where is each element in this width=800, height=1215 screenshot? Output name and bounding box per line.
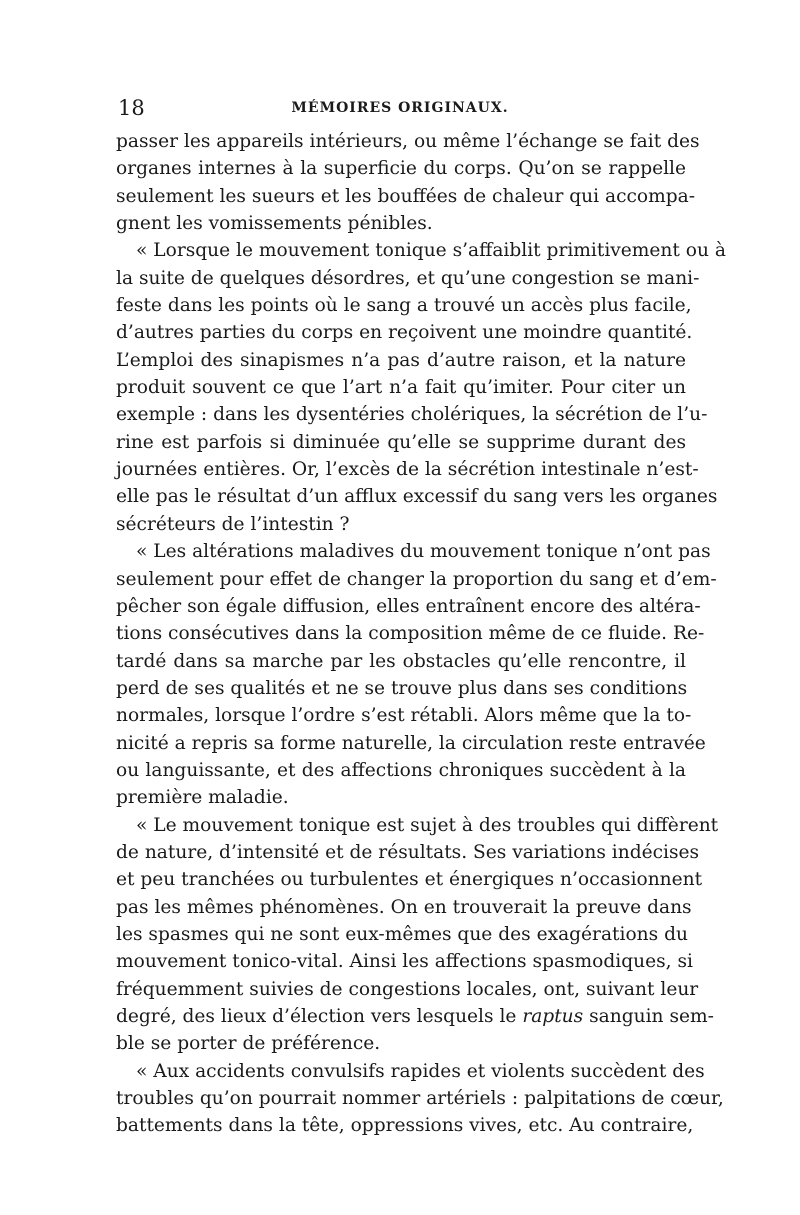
text-segment: sanguin sem- <box>589 1006 714 1027</box>
text-line: ou languissante, et des affections chroniques succèdent à la <box>116 759 686 781</box>
text-line-with-italic <box>116 1003 714 1030</box>
text-segment: degré, des lieux d’élection vers lesquels le <box>116 1006 517 1027</box>
text-line: pas les mêmes phénomènes. On en trouverait la preuve dans <box>116 896 692 918</box>
text-line: de nature, d’intensité et de résultats. Ses variations indécises <box>116 841 700 863</box>
text-line: exemple : dans les dysentéries cholériques, la sécrétion de l’u- <box>116 404 708 426</box>
text-line: seulement pour effet de changer la proportion du sang et d’em- <box>116 568 717 590</box>
text-line: produit souvent ce que l’art n’a fait qu’imiter. Pour citer un <box>116 377 686 399</box>
text-line: journées entières. Or, l’excès de la sécrétion intestinale n’est- <box>116 459 699 481</box>
text-line: d’autres parties du corps en reçoivent une moindre quantité. <box>116 322 693 344</box>
text-line: passer les appareils intérieurs, ou même l’échange se fait des <box>116 131 700 152</box>
text-line: « Aux accidents convulsifs rapides et violents succèdent des <box>136 1060 705 1082</box>
text-line: la suite de quelques désordres, et qu’une congestion se mani- <box>116 267 700 289</box>
text-line: normales, lorsque l’ordre s’est rétabli. Alors même que la to- <box>116 705 692 727</box>
text-line: et peu tranchées ou turbulentes et énergiques n’occasionnent <box>116 869 703 891</box>
running-title: MÉMOIRES ORIGINAUX. <box>291 100 509 116</box>
text-line: ble se porter de préférence. <box>116 1033 381 1055</box>
text-line: gnent les vomissements pénibles. <box>116 213 433 235</box>
text-line: troubles qu’on pourrait nommer artériels : palpitations de cœur, <box>116 1088 724 1110</box>
text-line: les spasmes qui ne sont eux-mêmes que des exagérations du <box>116 923 688 945</box>
text-line: mouvement tonico-vital. Ainsi les affections spasmodiques, si <box>116 951 693 973</box>
text-line: première maladie. <box>116 787 289 809</box>
text-line: perd de ses qualités et ne se trouve plus dans ses conditions <box>116 677 688 699</box>
text-line: pêcher son égale diffusion, elles entraînent encore des altéra- <box>116 595 701 617</box>
text-line: nicité a repris sa forme naturelle, la circulation reste entravée <box>116 732 706 754</box>
text-line: feste dans les points où le sang a trouvé un accès plus facile, <box>116 295 692 317</box>
text-line: « Les altérations maladives du mouvement tonique n’ont pas <box>136 541 711 563</box>
text-line: battements dans la tête, oppressions vives, etc. Au contraire, <box>116 1115 694 1137</box>
text-line: L’emploi des sinapismes n’a pas d’autre raison, et la nature <box>116 349 686 371</box>
page-number: 18 <box>118 96 145 120</box>
italic-word: raptus <box>522 1006 584 1027</box>
body-text <box>116 128 726 1140</box>
page-header <box>118 96 682 126</box>
text-line: « Le mouvement tonique est sujet à des troubles qui diffèrent <box>136 814 719 836</box>
text-line: tardé dans sa marche par les obstacles qu’elle rencontre, il <box>116 650 686 672</box>
text-line: fréquemment suivies de congestions locales, ont, suivant leur <box>116 978 699 1000</box>
text-line: tions consécutives dans la composition même de ce fluide. Re- <box>116 623 705 645</box>
text-line: elle pas le résultat d’un afflux excessif du sang vers les organes <box>116 486 718 508</box>
text-line: seulement les sueurs et les bouffées de chaleur qui accompa- <box>116 185 695 207</box>
text-line: « Lorsque le mouvement tonique s’affaiblit primitivement ou à <box>136 240 726 262</box>
text-line: sécréteurs de l’intestin ? <box>116 513 350 535</box>
text-line: rine est parfois si diminuée qu’elle se supprime durant des <box>116 431 686 453</box>
text-line: organes internes à la superficie du corps. Qu’on se rappelle <box>116 158 686 180</box>
